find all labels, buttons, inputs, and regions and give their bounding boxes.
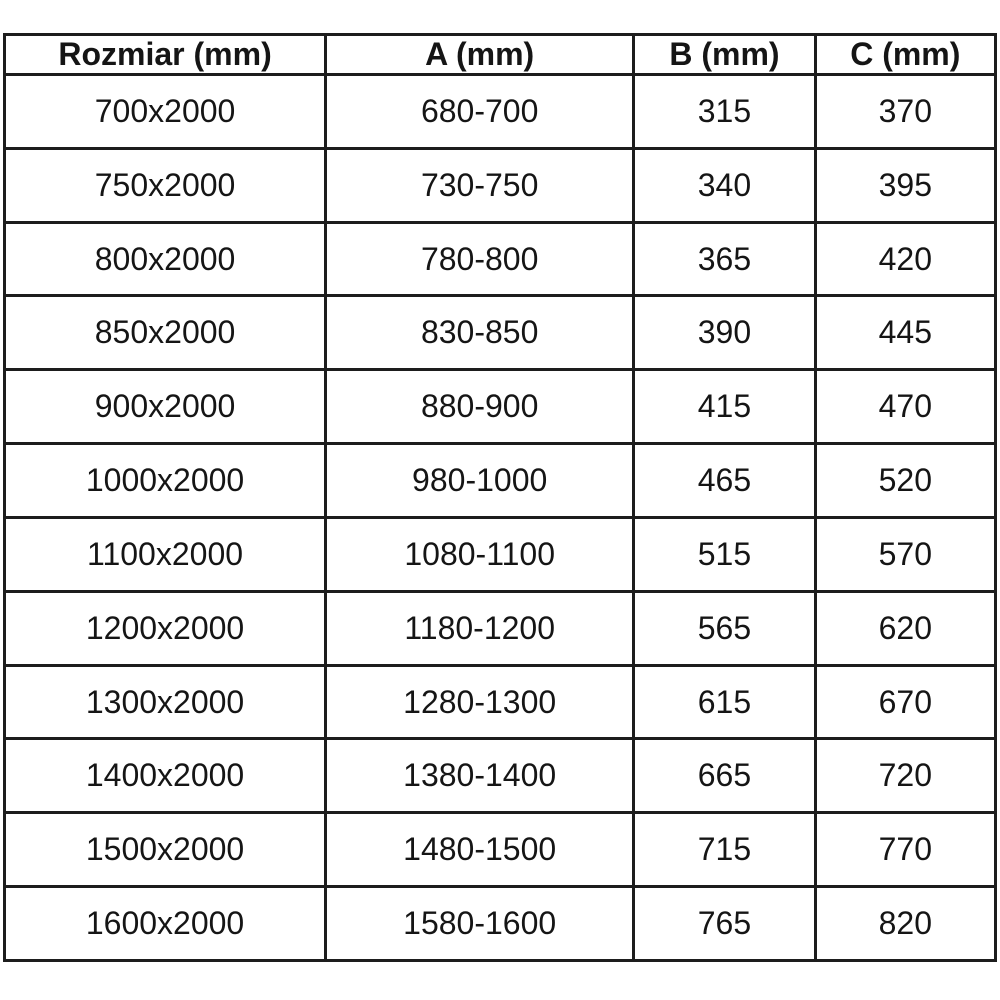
column-header-a: A (mm) — [326, 35, 634, 75]
table-cell: 620 — [815, 591, 995, 665]
size-table — [3, 33, 997, 962]
table-row — [5, 665, 996, 739]
table-row — [5, 222, 996, 296]
table-cell: 800x2000 — [5, 222, 326, 296]
table-cell: 390 — [634, 296, 815, 370]
column-header-c: C (mm) — [815, 35, 995, 75]
table-cell: 720 — [815, 739, 995, 813]
table-cell: 1480-1500 — [326, 813, 634, 887]
table-cell: 370 — [815, 75, 995, 149]
table-cell: 715 — [634, 813, 815, 887]
table-cell: 445 — [815, 296, 995, 370]
table-cell: 340 — [634, 148, 815, 222]
table-cell: 900x2000 — [5, 370, 326, 444]
table-cell: 980-1000 — [326, 444, 634, 518]
table-cell: 820 — [815, 887, 995, 961]
table-cell: 1080-1100 — [326, 517, 634, 591]
table-row — [5, 887, 996, 961]
table-row — [5, 517, 996, 591]
table-cell: 365 — [634, 222, 815, 296]
table-row — [5, 739, 996, 813]
table-cell: 770 — [815, 813, 995, 887]
table-cell: 700x2000 — [5, 75, 326, 149]
table-cell: 1300x2000 — [5, 665, 326, 739]
table-cell: 850x2000 — [5, 296, 326, 370]
table-cell: 680-700 — [326, 75, 634, 149]
column-header-b: B (mm) — [634, 35, 815, 75]
header-row — [5, 35, 996, 75]
table-cell: 415 — [634, 370, 815, 444]
table-cell: 730-750 — [326, 148, 634, 222]
table-cell: 1500x2000 — [5, 813, 326, 887]
table-cell: 780-800 — [326, 222, 634, 296]
table-cell: 1400x2000 — [5, 739, 326, 813]
table-cell: 1180-1200 — [326, 591, 634, 665]
column-header-rozmiar: Rozmiar (mm) — [5, 35, 326, 75]
table-cell: 570 — [815, 517, 995, 591]
table-row — [5, 148, 996, 222]
table-row — [5, 591, 996, 665]
table-cell: 1200x2000 — [5, 591, 326, 665]
table-cell: 1100x2000 — [5, 517, 326, 591]
table-cell: 470 — [815, 370, 995, 444]
table-row — [5, 296, 996, 370]
table-cell: 750x2000 — [5, 148, 326, 222]
table-cell: 830-850 — [326, 296, 634, 370]
table-cell: 1580-1600 — [326, 887, 634, 961]
table-cell: 1000x2000 — [5, 444, 326, 518]
table-cell: 520 — [815, 444, 995, 518]
table-cell: 420 — [815, 222, 995, 296]
table-cell: 515 — [634, 517, 815, 591]
table-cell: 665 — [634, 739, 815, 813]
table-cell: 315 — [634, 75, 815, 149]
table-cell: 465 — [634, 444, 815, 518]
table-row — [5, 370, 996, 444]
table-cell: 615 — [634, 665, 815, 739]
table-cell: 670 — [815, 665, 995, 739]
table-row — [5, 813, 996, 887]
table-row — [5, 444, 996, 518]
table-cell: 395 — [815, 148, 995, 222]
table-cell: 1280-1300 — [326, 665, 634, 739]
table-cell: 765 — [634, 887, 815, 961]
table-cell: 880-900 — [326, 370, 634, 444]
table-row — [5, 75, 996, 149]
table-cell: 1380-1400 — [326, 739, 634, 813]
table-cell: 1600x2000 — [5, 887, 326, 961]
table-cell: 565 — [634, 591, 815, 665]
